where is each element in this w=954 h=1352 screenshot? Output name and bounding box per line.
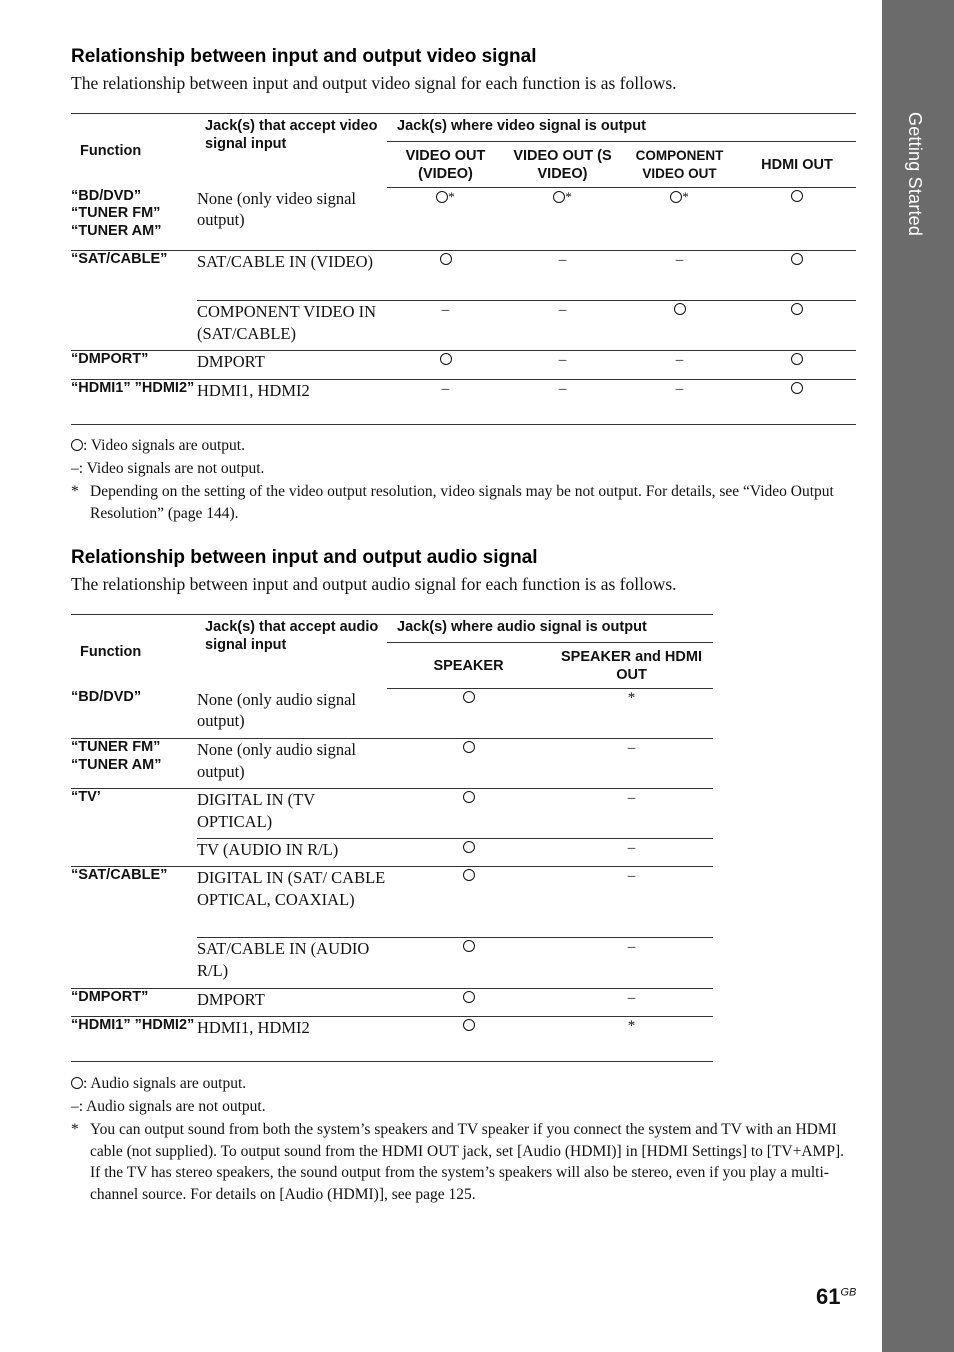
function-cell: “TV’ <box>71 789 197 867</box>
value-cell: – <box>550 739 713 789</box>
circle-icon <box>440 253 452 265</box>
value-cell <box>621 301 738 351</box>
circle-icon <box>791 303 803 315</box>
circle-icon <box>463 940 475 952</box>
value-cell <box>738 380 856 425</box>
circle-icon <box>463 991 475 1003</box>
circle-icon <box>463 741 475 753</box>
jack-cell: DIGITAL IN (SAT/ CABLE OPTICAL, COAXIAL) <box>197 867 387 938</box>
value-cell: – <box>558 381 567 397</box>
circle-icon <box>463 791 475 803</box>
footnote: * Depending on the setting of the video output resolution, video signals may be not output. For details, see “Video Output Resolution” (page 144). <box>71 483 834 522</box>
value-cell: – <box>504 301 621 351</box>
jack-cell: DMPORT <box>197 351 387 380</box>
jack-cell: TV (AUDIO IN R/L) <box>197 839 387 867</box>
circle-icon <box>436 191 448 203</box>
table-row <box>71 689 713 739</box>
value-cell: – <box>504 351 621 380</box>
video-header-jack-input: Jack(s) that accept video signal input <box>205 118 378 152</box>
value-cell: – <box>504 251 621 301</box>
value-cell <box>387 251 504 301</box>
value-cell <box>387 989 550 1017</box>
value-cell <box>738 301 856 351</box>
function-cell: “HDMI1” ”HDMI2” <box>71 1017 195 1033</box>
value-cell: – <box>550 789 713 839</box>
legend-output: : Video signals are output. <box>71 435 856 457</box>
value-cell: – <box>550 989 713 1017</box>
jack-cell: DMPORT <box>197 989 387 1017</box>
function-cell: “TUNER FM” “TUNER AM” <box>71 739 197 789</box>
table-row <box>71 1017 713 1062</box>
audio-heading: Relationship between input and output audio signal <box>71 547 538 568</box>
video-signal-table <box>71 113 856 425</box>
circle-icon <box>791 190 803 202</box>
circle-icon <box>440 353 452 365</box>
video-header-function: Function <box>80 142 142 159</box>
value-cell <box>738 351 856 380</box>
audio-legend <box>71 1073 856 1205</box>
value-cell: – <box>550 938 713 989</box>
circle-icon <box>791 382 803 394</box>
function-cell: “DMPORT” <box>71 989 197 1017</box>
table-row <box>71 989 713 1017</box>
circle-icon <box>791 253 803 265</box>
value-cell: – <box>621 251 738 301</box>
function-cell: “BD/DVD” “TUNER FM” “TUNER AM” <box>71 188 197 251</box>
legend-output: : Audio signals are output. <box>71 1073 856 1095</box>
jack-cell: None (only audio signal output) <box>197 689 387 739</box>
value-cell: * <box>627 1018 636 1034</box>
value-cell: – <box>387 301 504 351</box>
jack-cell: HDMI1, HDMI2 <box>197 1018 310 1037</box>
value-cell: * <box>387 188 504 251</box>
circle-icon <box>463 869 475 881</box>
circle-icon <box>670 191 682 203</box>
jack-cell: None (only audio signal output) <box>197 739 387 789</box>
footnote: * You can output sound from both the system’s speakers and TV speaker if you connect the system and TV with an HDMI cable (not supplied). To output sound from the HDMI OUT jack, set [Audio (HDMI)] in [HDMI Settings] to [TV+AMP]. If the TV has stereo speakers, the sound output from the system’s speakers will also be stereo, even if you play a multi-channel source. For details on [Audio (HDMI)], see page 125. <box>71 1121 844 1203</box>
audio-intro: The relationship between input and output audio signal for each function is as follows. <box>71 574 677 594</box>
value-cell: – <box>441 381 450 397</box>
value-cell <box>387 739 550 789</box>
legend-not-output: –: Video signals are not output. <box>71 460 265 477</box>
value-cell: * <box>504 188 621 251</box>
video-header-output: VIDEO OUT (S VIDEO) <box>504 142 621 188</box>
audio-header-jack-output: Jack(s) where audio signal is output <box>387 615 713 643</box>
jack-cell: None (only video signal output) <box>197 188 387 251</box>
table-row <box>71 739 713 789</box>
audio-header-jack-input: Jack(s) that accept audio signal input <box>205 619 379 653</box>
value-cell: * <box>621 188 738 251</box>
value-cell: – <box>675 381 684 397</box>
table-row <box>71 251 856 301</box>
value-cell: – <box>550 867 713 938</box>
function-cell: “SAT/CABLE” <box>71 251 197 351</box>
video-header-jack-output: Jack(s) where video signal is output <box>387 114 856 142</box>
value-cell: – <box>621 351 738 380</box>
jack-cell: SAT/CABLE IN (AUDIO R/L) <box>197 938 387 989</box>
jack-cell: HDMI1, HDMI2 <box>197 381 310 400</box>
video-legend <box>71 435 856 524</box>
table-row <box>71 351 856 380</box>
section-tab-label: Getting Started <box>905 112 925 237</box>
audio-header-output: SPEAKER <box>387 643 550 689</box>
function-cell: “DMPORT” <box>71 351 197 380</box>
table-row <box>71 380 856 425</box>
audio-signal-table <box>71 614 713 1062</box>
page-number: $61^{GB}$ <box>816 1284 857 1309</box>
jack-cell: SAT/CABLE IN (VIDEO) <box>197 251 387 301</box>
value-cell: * <box>550 689 713 739</box>
value-cell <box>387 789 550 839</box>
circle-icon <box>674 303 686 315</box>
video-heading: Relationship between input and output video signal <box>71 46 537 67</box>
function-cell: “BD/DVD” <box>71 689 197 739</box>
value-cell <box>387 839 550 867</box>
circle-icon <box>463 691 475 703</box>
circle-icon <box>791 353 803 365</box>
value-cell <box>738 188 856 251</box>
value-cell: – <box>550 839 713 867</box>
value-cell <box>387 689 550 739</box>
video-intro: The relationship between input and output video signal for each function is as follows. <box>71 73 677 93</box>
video-header-output: VIDEO OUT (VIDEO) <box>387 142 504 188</box>
jack-cell: COMPONENT VIDEO IN (SAT/CABLE) <box>197 301 387 351</box>
circle-icon <box>463 1019 475 1031</box>
table-row <box>71 188 856 251</box>
audio-header-function: Function <box>80 643 142 660</box>
function-cell: “HDMI1” ”HDMI2” <box>71 380 195 396</box>
jack-cell: DIGITAL IN (TV OPTICAL) <box>197 789 387 839</box>
video-header-output: HDMI OUT <box>738 142 856 188</box>
circle-icon <box>553 191 565 203</box>
video-header-output: COMPONENT VIDEO OUT <box>621 142 738 188</box>
table-row <box>71 789 713 839</box>
audio-header-output: SPEAKER and HDMI OUT <box>550 643 713 689</box>
function-cell: “SAT/CABLE” <box>71 867 197 989</box>
circle-icon <box>71 439 83 451</box>
table-row <box>71 867 713 938</box>
circle-icon <box>463 841 475 853</box>
legend-not-output: –: Audio signals are not output. <box>71 1098 266 1115</box>
value-cell <box>387 938 550 989</box>
value-cell <box>387 867 550 938</box>
value-cell <box>738 251 856 301</box>
value-cell <box>387 351 504 380</box>
circle-icon <box>71 1077 83 1089</box>
value-cell <box>387 1017 550 1062</box>
